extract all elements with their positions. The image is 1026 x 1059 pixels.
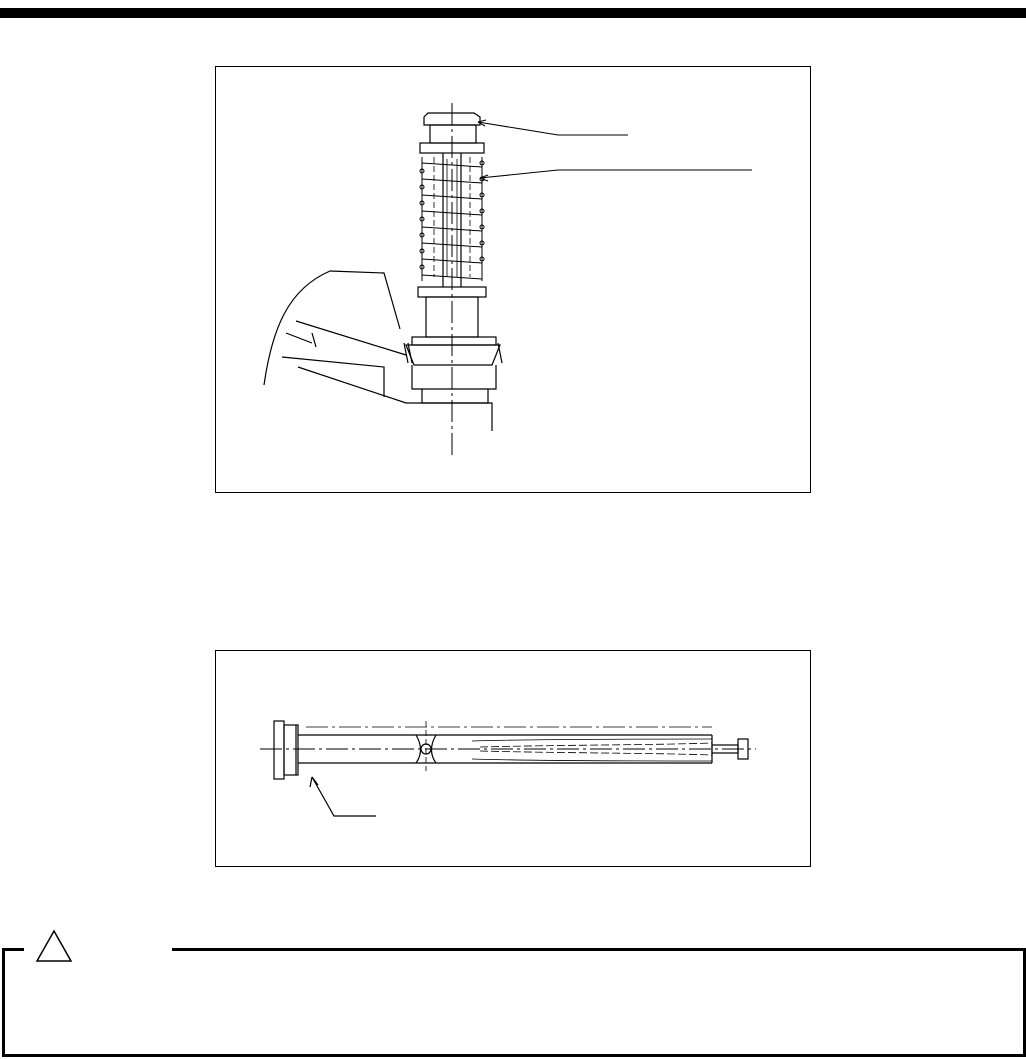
warning-triangle-icon xyxy=(34,928,74,964)
caution-box xyxy=(2,948,1026,1057)
callout-leader-spring xyxy=(480,170,752,178)
callout-leader-cap xyxy=(478,122,628,135)
